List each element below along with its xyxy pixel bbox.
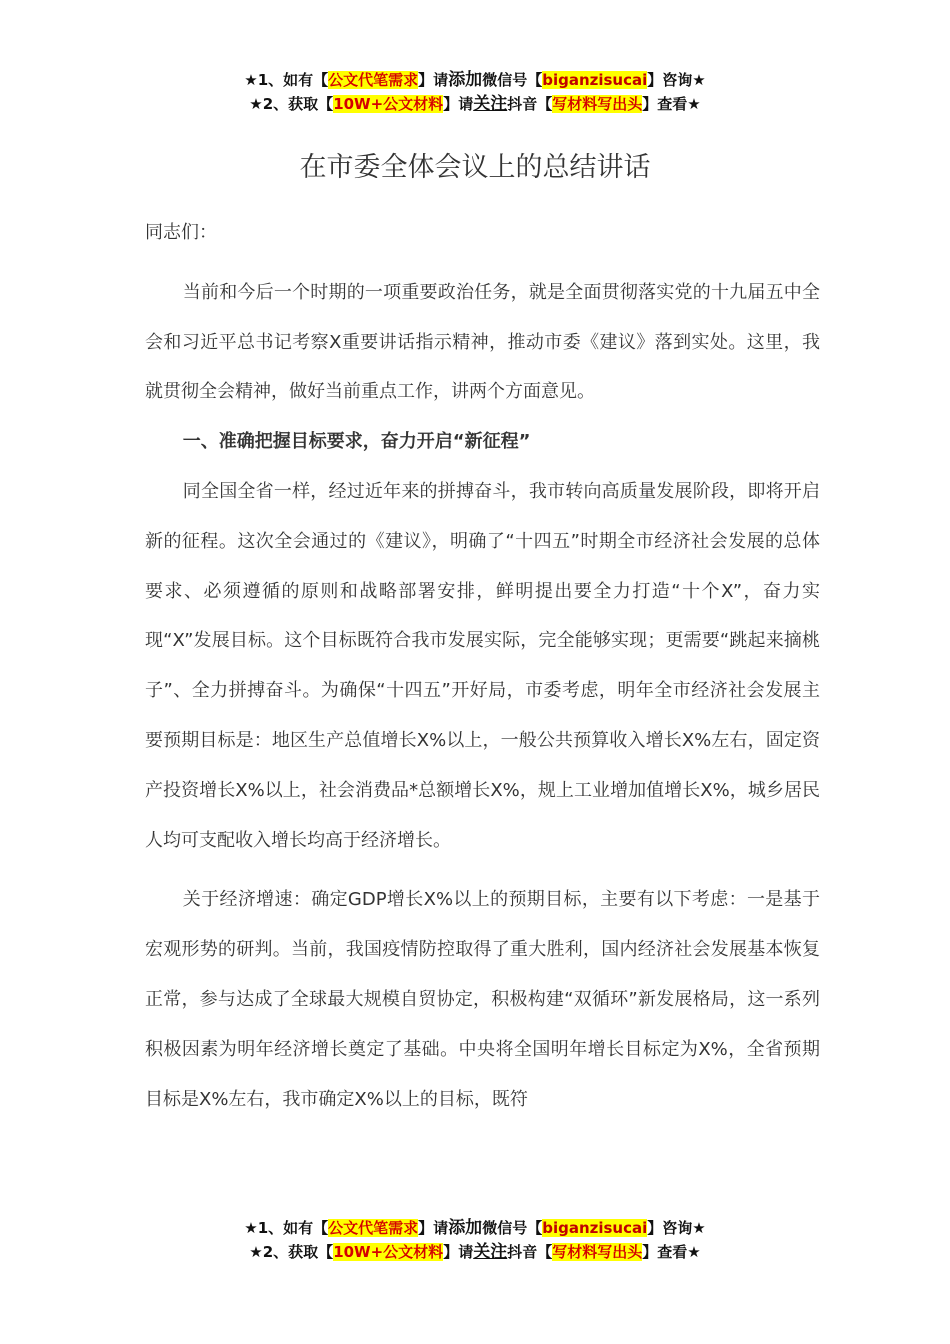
promo-text: 】请 [443, 1243, 474, 1261]
promo-line-2 [0, 1240, 950, 1264]
promo-wechat-id: biganzisucai [542, 1219, 648, 1237]
salutation: 同志们： [145, 222, 217, 243]
promo-text: ★2、获取【 [249, 95, 334, 113]
promo-emphasis: 关注 [473, 94, 508, 114]
promo-text: ★2、获取【 [249, 1243, 334, 1261]
document-title: 在市委全体会议上的总结讲话 [299, 152, 651, 183]
promo-emphasis: 关注 [473, 1242, 508, 1262]
promo-banner-top [0, 68, 950, 116]
section-heading: 一、准确把握目标要求，奋力开启“新征程” [182, 431, 531, 453]
promo-text: 】请 [418, 1219, 449, 1237]
promo-highlight: 公文代笔需求 [328, 1219, 419, 1237]
promo-banner-bottom [0, 1216, 950, 1264]
paragraph: 关于经济增速：确定GDP增长X%以上的预期目标，主要有以下考虑：一是基于宏观形势的研判。当前，我国疫情防控取得了重大胜利，国内经济社会发展基本恢复正常，参与达成了全球最大规模自贸协定，积极构建“双循环”新发展格局，这一系列积极因素为明年经济增长奠定了基础。中央将全国明年增长目标定为X%，全省预期目标是X%左右，我市确定X%以上的目标，既符 [145, 889, 820, 1110]
promo-text: 】咨询★ [647, 71, 706, 89]
promo-text: 】查看★ [642, 1243, 701, 1261]
promo-highlight: 10W+公文材料 [333, 1243, 444, 1261]
promo-text: ★1、如有【 [244, 71, 329, 89]
promo-highlight: 公文代笔需求 [328, 71, 419, 89]
promo-text: 微信号【 [482, 71, 543, 89]
promo-text: 抖音【 [507, 1243, 553, 1261]
document-body [145, 208, 820, 1124]
promo-wechat-id: biganzisucai [542, 71, 648, 89]
promo-line-1 [0, 1216, 950, 1240]
promo-emphasis: 添加 [448, 1218, 483, 1238]
promo-line-1 [0, 68, 950, 92]
promo-highlight: 10W+公文材料 [333, 95, 444, 113]
promo-highlight: 写材料写出头 [552, 95, 643, 113]
paragraph: 当前和今后一个时期的一项重要政治任务，就是全面贯彻落实党的十九届五中全会和习近平总书记考察X重要讲话指示精神，推动市委《建议》落到实处。这里，我就贯彻全会精神，做好当前重点工作，讲两个方面意见。 [145, 281, 820, 403]
promo-highlight: 写材料写出头 [552, 1243, 643, 1261]
paragraph: 同全国全省一样，经过近年来的拼搏奋斗，我市转向高质量发展阶段，即将开启新的征程。这次全会通过的《建议》，明确了“十四五”时期全市经济社会发展的总体要求、必须遵循的原则和战略部署安排，鲜明提出要全力打造“十个X”，奋力实现“X”发展目标。这个目标既符合我市发展实际，完全能够实现；更需要“跳起来摘桃子”、全力拼搏奋斗。为确保“十四五”开好局，市委考虑，明年全市经济社会发展主要预期目标是：地区生产总值增长X%以上，一般公共预算收入增长X%左右，固定资产投资增长X%以上，社会消费品*总额增长X%，规上工业增加值增长X%，城乡居民人均可支配收入增长均高于经济增长。 [145, 480, 820, 851]
promo-text: 】查看★ [642, 95, 701, 113]
promo-text: 微信号【 [482, 1219, 543, 1237]
promo-text: ★1、如有【 [244, 1219, 329, 1237]
promo-text: 】咨询★ [647, 1219, 706, 1237]
promo-text: 】请 [443, 95, 474, 113]
promo-text: 】请 [418, 71, 449, 89]
promo-text: 抖音【 [507, 95, 553, 113]
promo-emphasis: 添加 [448, 70, 483, 90]
promo-line-2 [0, 92, 950, 116]
